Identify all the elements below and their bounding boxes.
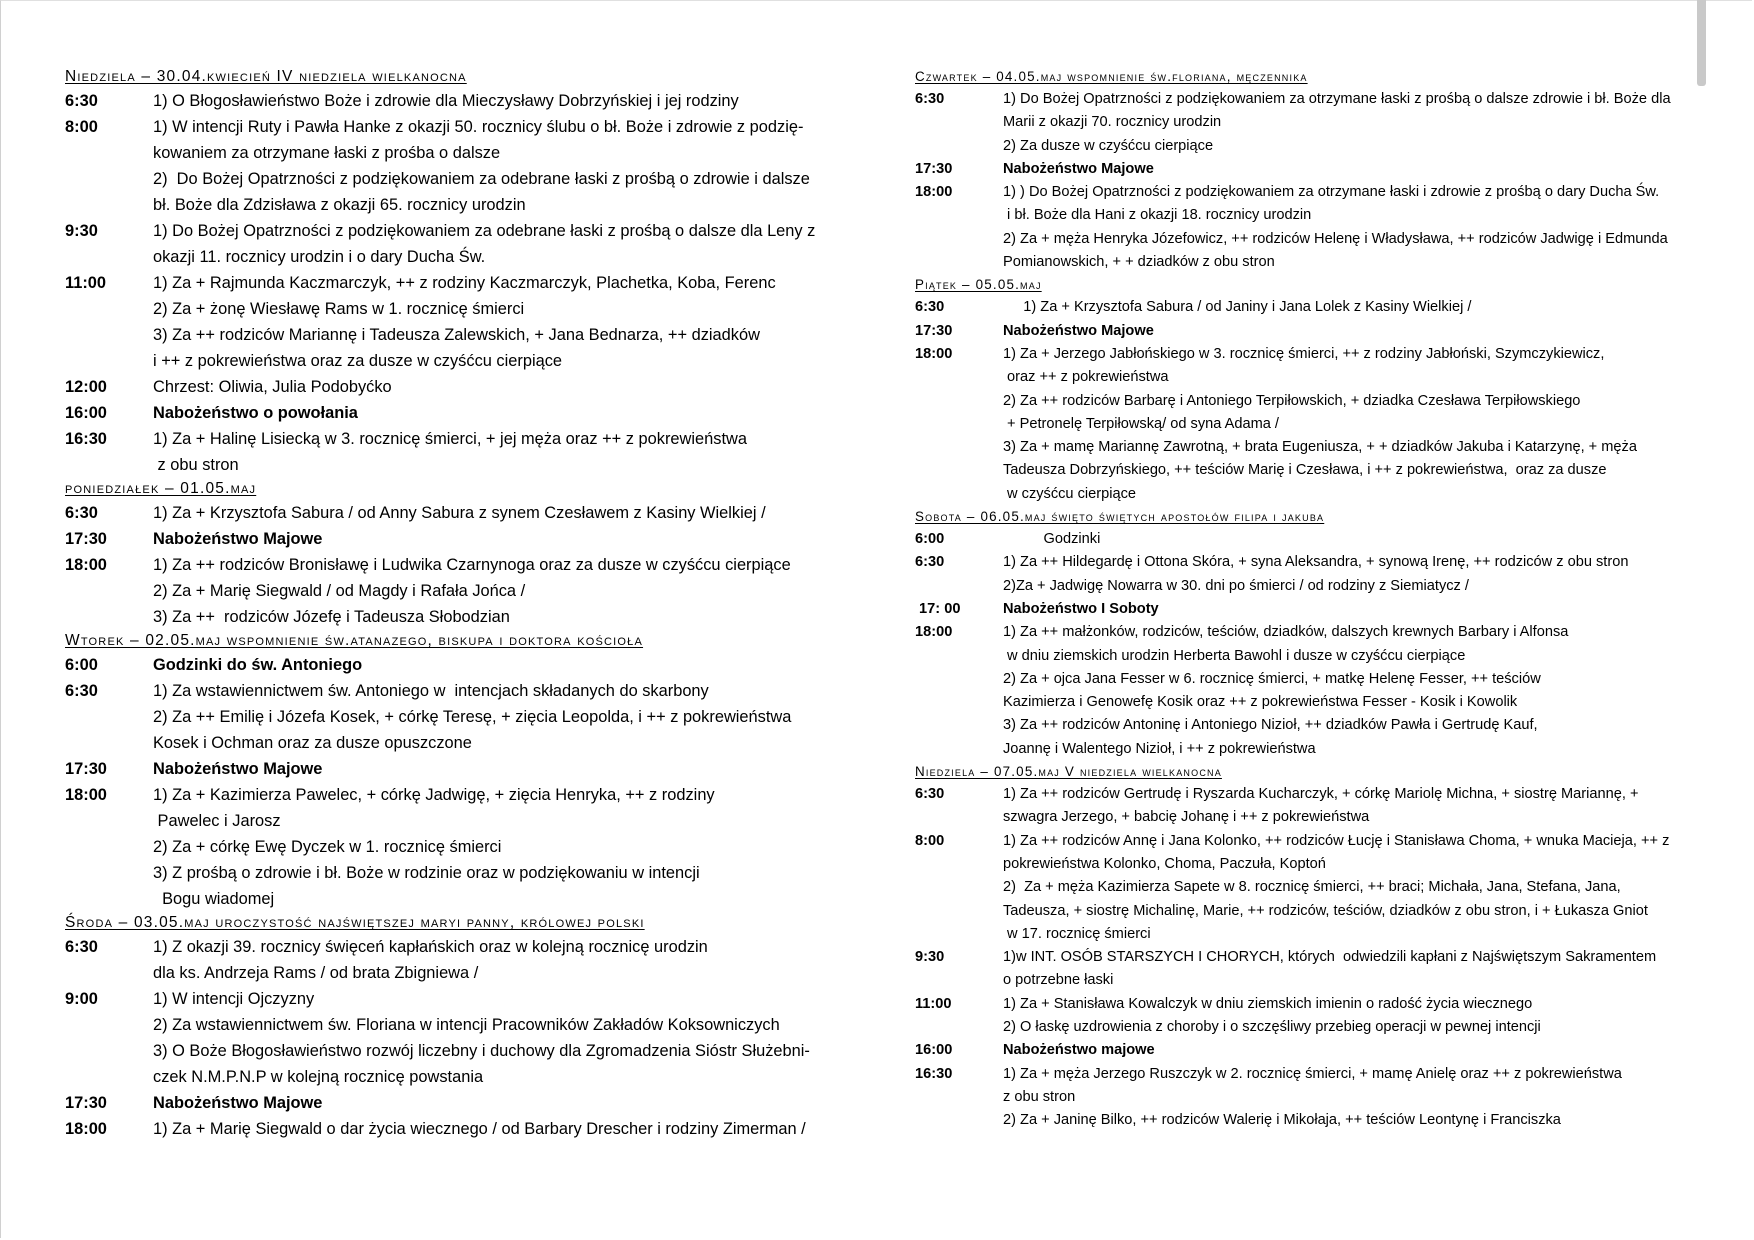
mass-time: 8:00 xyxy=(915,832,945,849)
intention-line: 3) Z prośbą o zdrowie i bł. Boże w rodzinie oraz w podziękowaniu w intencji xyxy=(153,864,700,882)
mass-entry xyxy=(65,652,855,678)
day-header: Czwartek – 04.05.maj wspomnienie św.floriana, męczennika xyxy=(915,69,1308,84)
intention-line: Nabożeństwo majowe xyxy=(1003,1042,1155,1059)
day-header: Niedziela – 30.04.kwiecień IV niedziela wielkanocna xyxy=(65,68,467,85)
intention-line: 1) Za ++ Hildegardę i Ottona Skóra, + syna Aleksandra, + synową Irenę, ++ rodziców z obu stron xyxy=(1003,554,1629,571)
mass-time: 6:30 xyxy=(915,786,945,803)
mass-entry xyxy=(65,114,855,218)
mass-time: 17: 00 xyxy=(915,600,961,617)
mass-entry xyxy=(915,598,1695,621)
intention-line: 2) Za + ojca Jana Fesser w 6. rocznicę śmierci, + matkę Helenę Fesser, ++ teściów xyxy=(1003,670,1541,687)
intention-line: w dniu ziemskich urodzin Herberta Bawohl i dusze w czyśćcu cierpiące xyxy=(1003,647,1466,664)
mass-time: 18:00 xyxy=(65,1120,107,1138)
mass-entry xyxy=(915,343,1695,506)
intention-line: pokrewieństwa Kolonko, Choma, Paczuła, Koptoń xyxy=(1003,855,1326,872)
intention-line: 3) Za ++ rodziców Antoninę i Antoniego Nizioł, ++ dziadków Pawła i Gertrudę Kauf, xyxy=(1003,717,1538,734)
intention-line: 3) Za ++ rodziców Józefę i Tadeusza Słobodzian xyxy=(153,608,510,626)
mass-entry xyxy=(65,270,855,374)
intention-text xyxy=(1003,830,1695,946)
intention-line: Kazimierza i Genowefę Kosik oraz ++ z pokrewieństwa Fesser - Kosik i Kowolik xyxy=(1003,694,1518,711)
intention-line: Pomianowskich, + + dziadków z obu stron xyxy=(1003,254,1275,271)
intention-line: 1) O Błogosławieństwo Boże i zdrowie dla Mieczysławy Dobrzyńskiej i jej rodziny xyxy=(153,92,739,110)
intention-line: Kosek i Ochman oraz za dusze opuszczone xyxy=(153,734,472,752)
mass-time: 6:30 xyxy=(915,554,945,571)
intention-text xyxy=(153,986,855,1090)
mass-time: 17:30 xyxy=(65,760,107,778)
intention-line: 1) Za wstawiennictwem św. Antoniego w intencjach składanych do skarbony xyxy=(153,682,709,700)
mass-entry xyxy=(915,830,1695,946)
mass-time: 8:00 xyxy=(65,118,98,136)
mass-time: 18:00 xyxy=(65,786,107,804)
intention-text xyxy=(1003,783,1695,830)
mass-time: 9:30 xyxy=(65,222,98,240)
mass-entry xyxy=(65,934,855,986)
intention-text xyxy=(153,678,855,756)
intention-line: Nabożeństwo Majowe xyxy=(153,530,323,548)
intention-text xyxy=(1003,1039,1695,1062)
intention-line: Tadeusza Dobrzyńskiego, ++ teściów Marię i Czesława, i ++ z pokrewieństwa, oraz za dusze xyxy=(1003,462,1607,479)
intention-line: czek N.M.P.N.P w kolejną rocznicę powstania xyxy=(153,1068,484,1086)
intention-text xyxy=(153,114,855,218)
mass-entry xyxy=(65,526,855,552)
intention-text xyxy=(1003,1063,1695,1133)
intention-line: Nabożeństwo Majowe xyxy=(153,1094,323,1112)
intention-text xyxy=(153,88,855,114)
intention-line: szwagra Jerzego, + babcię Johanę i ++ z pokrewieństwa xyxy=(1003,809,1370,826)
intention-line: 1) Do Bożej Opatrzności z podziękowaniem za otrzymane łaski z prośbą o dalsze zdrowie i bł. Boże dla xyxy=(1003,91,1671,107)
intention-line: Chrzest: Oliwia, Julia Podobyćko xyxy=(153,378,392,396)
scrollbar-thumb[interactable] xyxy=(1697,0,1706,86)
mass-entry xyxy=(65,374,855,400)
intention-line: 1) Za + Halinę Lisiecką w 3. rocznicę śmierci, + jej męża oraz ++ z pokrewieństwa xyxy=(153,430,747,448)
mass-time: 9:00 xyxy=(65,990,98,1008)
day-section xyxy=(65,912,855,1142)
intention-line: dla ks. Andrzeja Rams / od brata Zbigniewa / xyxy=(153,964,479,982)
mass-time: 9:30 xyxy=(915,949,945,966)
intention-text xyxy=(153,500,855,526)
mass-time: 18:00 xyxy=(915,184,953,201)
mass-entry xyxy=(915,88,1695,158)
intention-line: o potrzebne łaski xyxy=(1003,972,1114,989)
intention-line: 3) Za ++ rodziców Mariannę i Tadeusza Zalewskich, + Jana Bednarza, ++ dziadków xyxy=(153,326,760,344)
mass-entry xyxy=(65,756,855,782)
day-header: Wtorek – 02.05.maj wspomnienie św.atanazego, biskupa i doktora kościoła xyxy=(65,632,644,649)
intention-text xyxy=(1003,946,1695,993)
right-column xyxy=(915,66,1695,1132)
day-section xyxy=(915,66,1695,274)
intention-line: 1) Za + Jerzego Jabłońskiego w 3. rocznicę śmierci, ++ z rodziny Jabłoński, Szymczykiewicz, xyxy=(1003,345,1605,362)
intention-text xyxy=(153,756,855,782)
mass-time: 17:30 xyxy=(65,530,107,548)
intention-line: Marii z okazji 70. rocznicy urodzin xyxy=(1003,114,1222,131)
mass-entry xyxy=(65,218,855,270)
intention-line: 2) Za + męża Kazimierza Sapete w 8. rocznicę śmierci, ++ braci; Michała, Jana, Stefana, Jana, xyxy=(1003,879,1621,896)
intention-text xyxy=(153,782,855,912)
intention-line: 1) Za ++ rodziców Gertrudę i Ryszarda Kucharczyk, + córkę Mariolę Michna, + siostrę Mariannę, + xyxy=(1003,786,1639,803)
intention-line: 1) Za + męża Jerzego Ruszczyk w 2. rocznicę śmierci, + mamę Anielę oraz ++ z pokrewieństwa xyxy=(1003,1065,1622,1082)
mass-time: 6:30 xyxy=(915,299,945,316)
mass-time: 17:30 xyxy=(65,1094,107,1112)
mass-time: 11:00 xyxy=(65,274,107,292)
day-header: Piątek – 05.05.maj xyxy=(915,277,1042,293)
intention-text xyxy=(153,552,855,630)
mass-time: 16:30 xyxy=(65,430,107,448)
mass-entry xyxy=(915,1063,1695,1133)
intention-text xyxy=(153,526,855,552)
mass-entry xyxy=(915,320,1695,343)
intention-text xyxy=(153,934,855,986)
intention-line: 2) Za wstawiennictwem św. Floriana w intencji Pracowników Zakładów Koksowniczych xyxy=(153,1016,780,1034)
mass-entry xyxy=(65,426,855,478)
intention-text xyxy=(153,1090,855,1116)
mass-entry xyxy=(915,993,1695,1040)
intention-text xyxy=(1003,343,1695,506)
intention-line: i ++ z pokrewieństwa oraz za dusze w czyśćcu cierpiące xyxy=(153,352,563,370)
mass-entry xyxy=(915,296,1695,319)
mass-time: 6:00 xyxy=(65,656,98,674)
mass-entry xyxy=(65,678,855,756)
mass-entry xyxy=(65,88,855,114)
mass-entry xyxy=(915,158,1695,181)
intention-line: 2)Za + Jadwigę Nowarra w 30. dni po śmierci / od rodziny z Siemiatycz / xyxy=(1003,577,1469,594)
intention-line: 2) O łaskę uzdrowienia z choroby i o szczęśliwy przebieg operacji w pewnej intencji xyxy=(1003,1018,1541,1035)
mass-time: 11:00 xyxy=(915,995,952,1012)
day-section xyxy=(65,478,855,630)
intention-text xyxy=(1003,528,1695,551)
intention-line: Nabożeństwo I Soboty xyxy=(1003,600,1159,617)
intention-line: z obu stron xyxy=(153,456,239,474)
mass-time: 18:00 xyxy=(915,624,953,641)
day-header: poniedziałek – 01.05.maj xyxy=(65,480,257,497)
intention-text xyxy=(1003,296,1695,319)
intention-text xyxy=(1003,158,1695,181)
intention-line: 1) W intencji Ruty i Pawła Hanke z okazji 50. rocznicy ślubu o bł. Boże i zdrowie z podzię- xyxy=(153,118,804,136)
mass-entry xyxy=(915,1039,1695,1062)
intention-text xyxy=(153,426,855,478)
intention-line: Nabożeństwo o powołania xyxy=(153,404,358,422)
intention-line: 2) Za + Marię Siegwald / od Magdy i Rafała Jońca / xyxy=(153,582,526,600)
mass-entry xyxy=(65,500,855,526)
mass-entry xyxy=(65,400,855,426)
intention-line: Joannę i Walentego Nizioł, i ++ z pokrewieństwa xyxy=(1003,740,1316,757)
mass-entry xyxy=(915,181,1695,274)
mass-entry xyxy=(915,946,1695,993)
mass-time: 6:00 xyxy=(915,531,945,548)
intention-text xyxy=(153,652,855,678)
mass-time: 16:00 xyxy=(915,1042,953,1059)
intention-text xyxy=(153,374,855,400)
intention-line: 1) Za + Stanisława Kowalczyk w dniu ziemskich imienin o radość życia wiecznego xyxy=(1003,995,1533,1012)
intention-line: 1) Za + Kazimierza Pawelec, + córkę Jadwigę, + zięcia Henryka, ++ z rodziny xyxy=(153,786,715,804)
day-section xyxy=(915,761,1695,1132)
intention-line: z obu stron xyxy=(1003,1088,1076,1105)
mass-entry xyxy=(65,552,855,630)
mass-time: 18:00 xyxy=(915,345,953,362)
intention-line: 1) Z okazji 39. rocznicy święceń kapłańskich oraz w kolejną rocznicę urodzin xyxy=(153,938,708,956)
intention-line: + Petronelę Terpiłowską/ od syna Adama / xyxy=(1003,415,1279,432)
day-section xyxy=(915,506,1695,761)
intention-line: Nabożeństwo Majowe xyxy=(153,760,323,778)
day-header: Niedziela – 07.05.maj V niedziela wielkanocna xyxy=(915,764,1222,780)
intention-line: 1) Za + Rajmunda Kaczmarczyk, ++ z rodziny Kaczmarczyk, Plachetka, Koba, Ferenc xyxy=(153,274,776,292)
intention-line: 1) Za + Krzysztofa Sabura / od Anny Sabura z synem Czesławem z Kasiny Wielkiej / xyxy=(153,504,766,522)
intention-line: 1) Za ++ małżonków, rodziców, teściów, dziadków, dalszych krewnych Barbary i Alfonsa xyxy=(1003,624,1569,641)
intention-text xyxy=(1003,993,1695,1040)
intention-line: 2) Za ++ rodziców Barbarę i Antoniego Terpiłowskich, + dziadka Czesława Terpiłowskiego xyxy=(1003,392,1581,409)
intention-line: w 17. rocznicę śmierci xyxy=(1003,925,1151,942)
intention-line: 2) Za + żonę Wiesławę Rams w 1. rocznicę śmierci xyxy=(153,300,525,318)
mass-entry xyxy=(915,783,1695,830)
intention-line: i bł. Boże dla Hani z okazji 18. rocznicy urodzin xyxy=(1003,207,1312,224)
mass-time: 17:30 xyxy=(915,160,953,177)
intention-line: okazji 11. rocznicy urodzin i o dary Ducha Św. xyxy=(153,248,486,266)
intention-line: w czyśćcu cierpiące xyxy=(1003,485,1137,502)
intention-line: 1) W intencji Ojczyzny xyxy=(153,990,315,1008)
intention-line: 2) Za + córkę Ewę Dyczek w 1. rocznicę śmierci xyxy=(153,838,502,856)
intention-text xyxy=(1003,320,1695,343)
mass-time: 6:30 xyxy=(65,92,98,110)
mass-entry xyxy=(915,621,1695,761)
intention-line: oraz ++ z pokrewieństwa xyxy=(1003,369,1169,386)
intention-line: 1) Za + Krzysztofa Sabura / od Janiny i Jana Lolek z Kasiny Wielkiej / xyxy=(1003,299,1472,316)
mass-time: 6:30 xyxy=(65,504,98,522)
mass-time: 6:30 xyxy=(65,938,98,956)
intention-line: 3) O Boże Błogosławieństwo rozwój liczebny i duchowy dla Zgromadzenia Sióstr Służebni- xyxy=(153,1042,810,1060)
mass-time: 16:00 xyxy=(65,404,107,422)
mass-time: 6:30 xyxy=(915,91,945,107)
intention-line: Tadeusza, + siostrę Michalinę, Marie, ++ rodziców, teściów, dziadków z obu stron, i + Łukasza Gniot xyxy=(1003,902,1648,919)
intention-line: 1) Za ++ rodziców Annę i Jana Kolonko, ++ rodziców Łucję i Stanisława Choma, + wnuka Macieja, ++ z xyxy=(1003,832,1670,849)
intention-line: 1) Za + Marię Siegwald o dar życia wiecznego / od Barbary Drescher i rodziny Zimerman / xyxy=(153,1120,806,1138)
intention-text xyxy=(1003,88,1695,158)
intention-text xyxy=(1003,598,1695,621)
mass-entry xyxy=(65,1116,855,1142)
intention-line: 2) Do Bożej Opatrzności z podziękowaniem za odebrane łaski z prośbą o zdrowie i dalsze xyxy=(153,170,810,188)
intention-line: kowaniem za otrzymane łaski z prośba o dalsze xyxy=(153,144,501,162)
intention-line: Bogu wiadomej xyxy=(153,890,275,908)
left-column xyxy=(65,66,855,1142)
intention-text xyxy=(153,270,855,374)
intention-line: Godzinki xyxy=(1003,531,1101,548)
day-header: Sobota – 06.05.maj święto świętych apostołów filipa i jakuba xyxy=(915,509,1325,525)
intention-text xyxy=(153,218,855,270)
mass-entry xyxy=(65,1090,855,1116)
intention-line: bł. Boże dla Zdzisława z okazji 65. rocznicy urodzin xyxy=(153,196,526,214)
day-section xyxy=(915,274,1695,506)
intention-text xyxy=(1003,621,1695,761)
mass-time: 12:00 xyxy=(65,378,107,396)
mass-time: 17:30 xyxy=(915,322,953,339)
intention-line: 2) Za + Janinę Bilko, ++ rodziców Walerię i Mikołaja, ++ teściów Leontynę i Franciszka xyxy=(1003,1112,1561,1129)
intention-line: Nabożeństwo Majowe xyxy=(1003,160,1154,177)
day-section xyxy=(65,630,855,912)
intention-line: 2) Za + męża Henryka Józefowicz, ++ rodziców Helenę i Władysława, ++ rodziców Jadwigę i Edmunda xyxy=(1003,230,1668,247)
intention-text xyxy=(1003,551,1695,598)
intention-line: 1) ) Do Bożej Opatrzności z podziękowaniem za otrzymane łaski i zdrowie z prośbą o dary Ducha Św. xyxy=(1003,184,1660,201)
intention-line: Pawelec i Jarosz xyxy=(153,812,281,830)
intention-line: 2) Za ++ Emilię i Józefa Kosek, + córkę Teresę, + zięcia Leopolda, i ++ z pokrewieństwa xyxy=(153,708,792,726)
day-header: Środa – 03.05.maj uroczystość najświętszej maryi panny, królowej polski xyxy=(65,914,645,931)
day-section xyxy=(65,66,855,478)
intention-line: 1) Do Bożej Opatrzności z podziękowaniem za odebrane łaski z prośbą o dalsze dla Leny z xyxy=(153,222,816,240)
mass-entry xyxy=(65,782,855,912)
intention-line: 3) Za + mamę Mariannę Zawrotną, + brata Eugeniusza, + + dziadków Jakuba i Katarzynę, + męża xyxy=(1003,439,1637,456)
intention-text xyxy=(153,400,855,426)
intention-line: 1) Za ++ rodziców Bronisławę i Ludwika Czarnynoga oraz za dusze w czyśćcu cierpiące xyxy=(153,556,791,574)
mass-entry xyxy=(915,551,1695,598)
mass-time: 6:30 xyxy=(65,682,98,700)
intention-line: 1)w INT. OSÓB STARSZYCH I CHORYCH, których odwiedzili kapłani z Najświętszym Sakramentem xyxy=(1003,949,1657,966)
intention-line: Nabożeństwo Majowe xyxy=(1003,322,1154,339)
intention-line: 2) Za dusze w czyśćcu cierpiące xyxy=(1003,137,1214,154)
mass-time: 16:30 xyxy=(915,1065,953,1082)
intention-text xyxy=(153,1116,855,1142)
mass-time: 18:00 xyxy=(65,556,107,574)
mass-entry xyxy=(65,986,855,1090)
intention-text xyxy=(1003,181,1695,274)
mass-entry xyxy=(915,528,1695,551)
intention-line: Godzinki do św. Antoniego xyxy=(153,656,363,674)
